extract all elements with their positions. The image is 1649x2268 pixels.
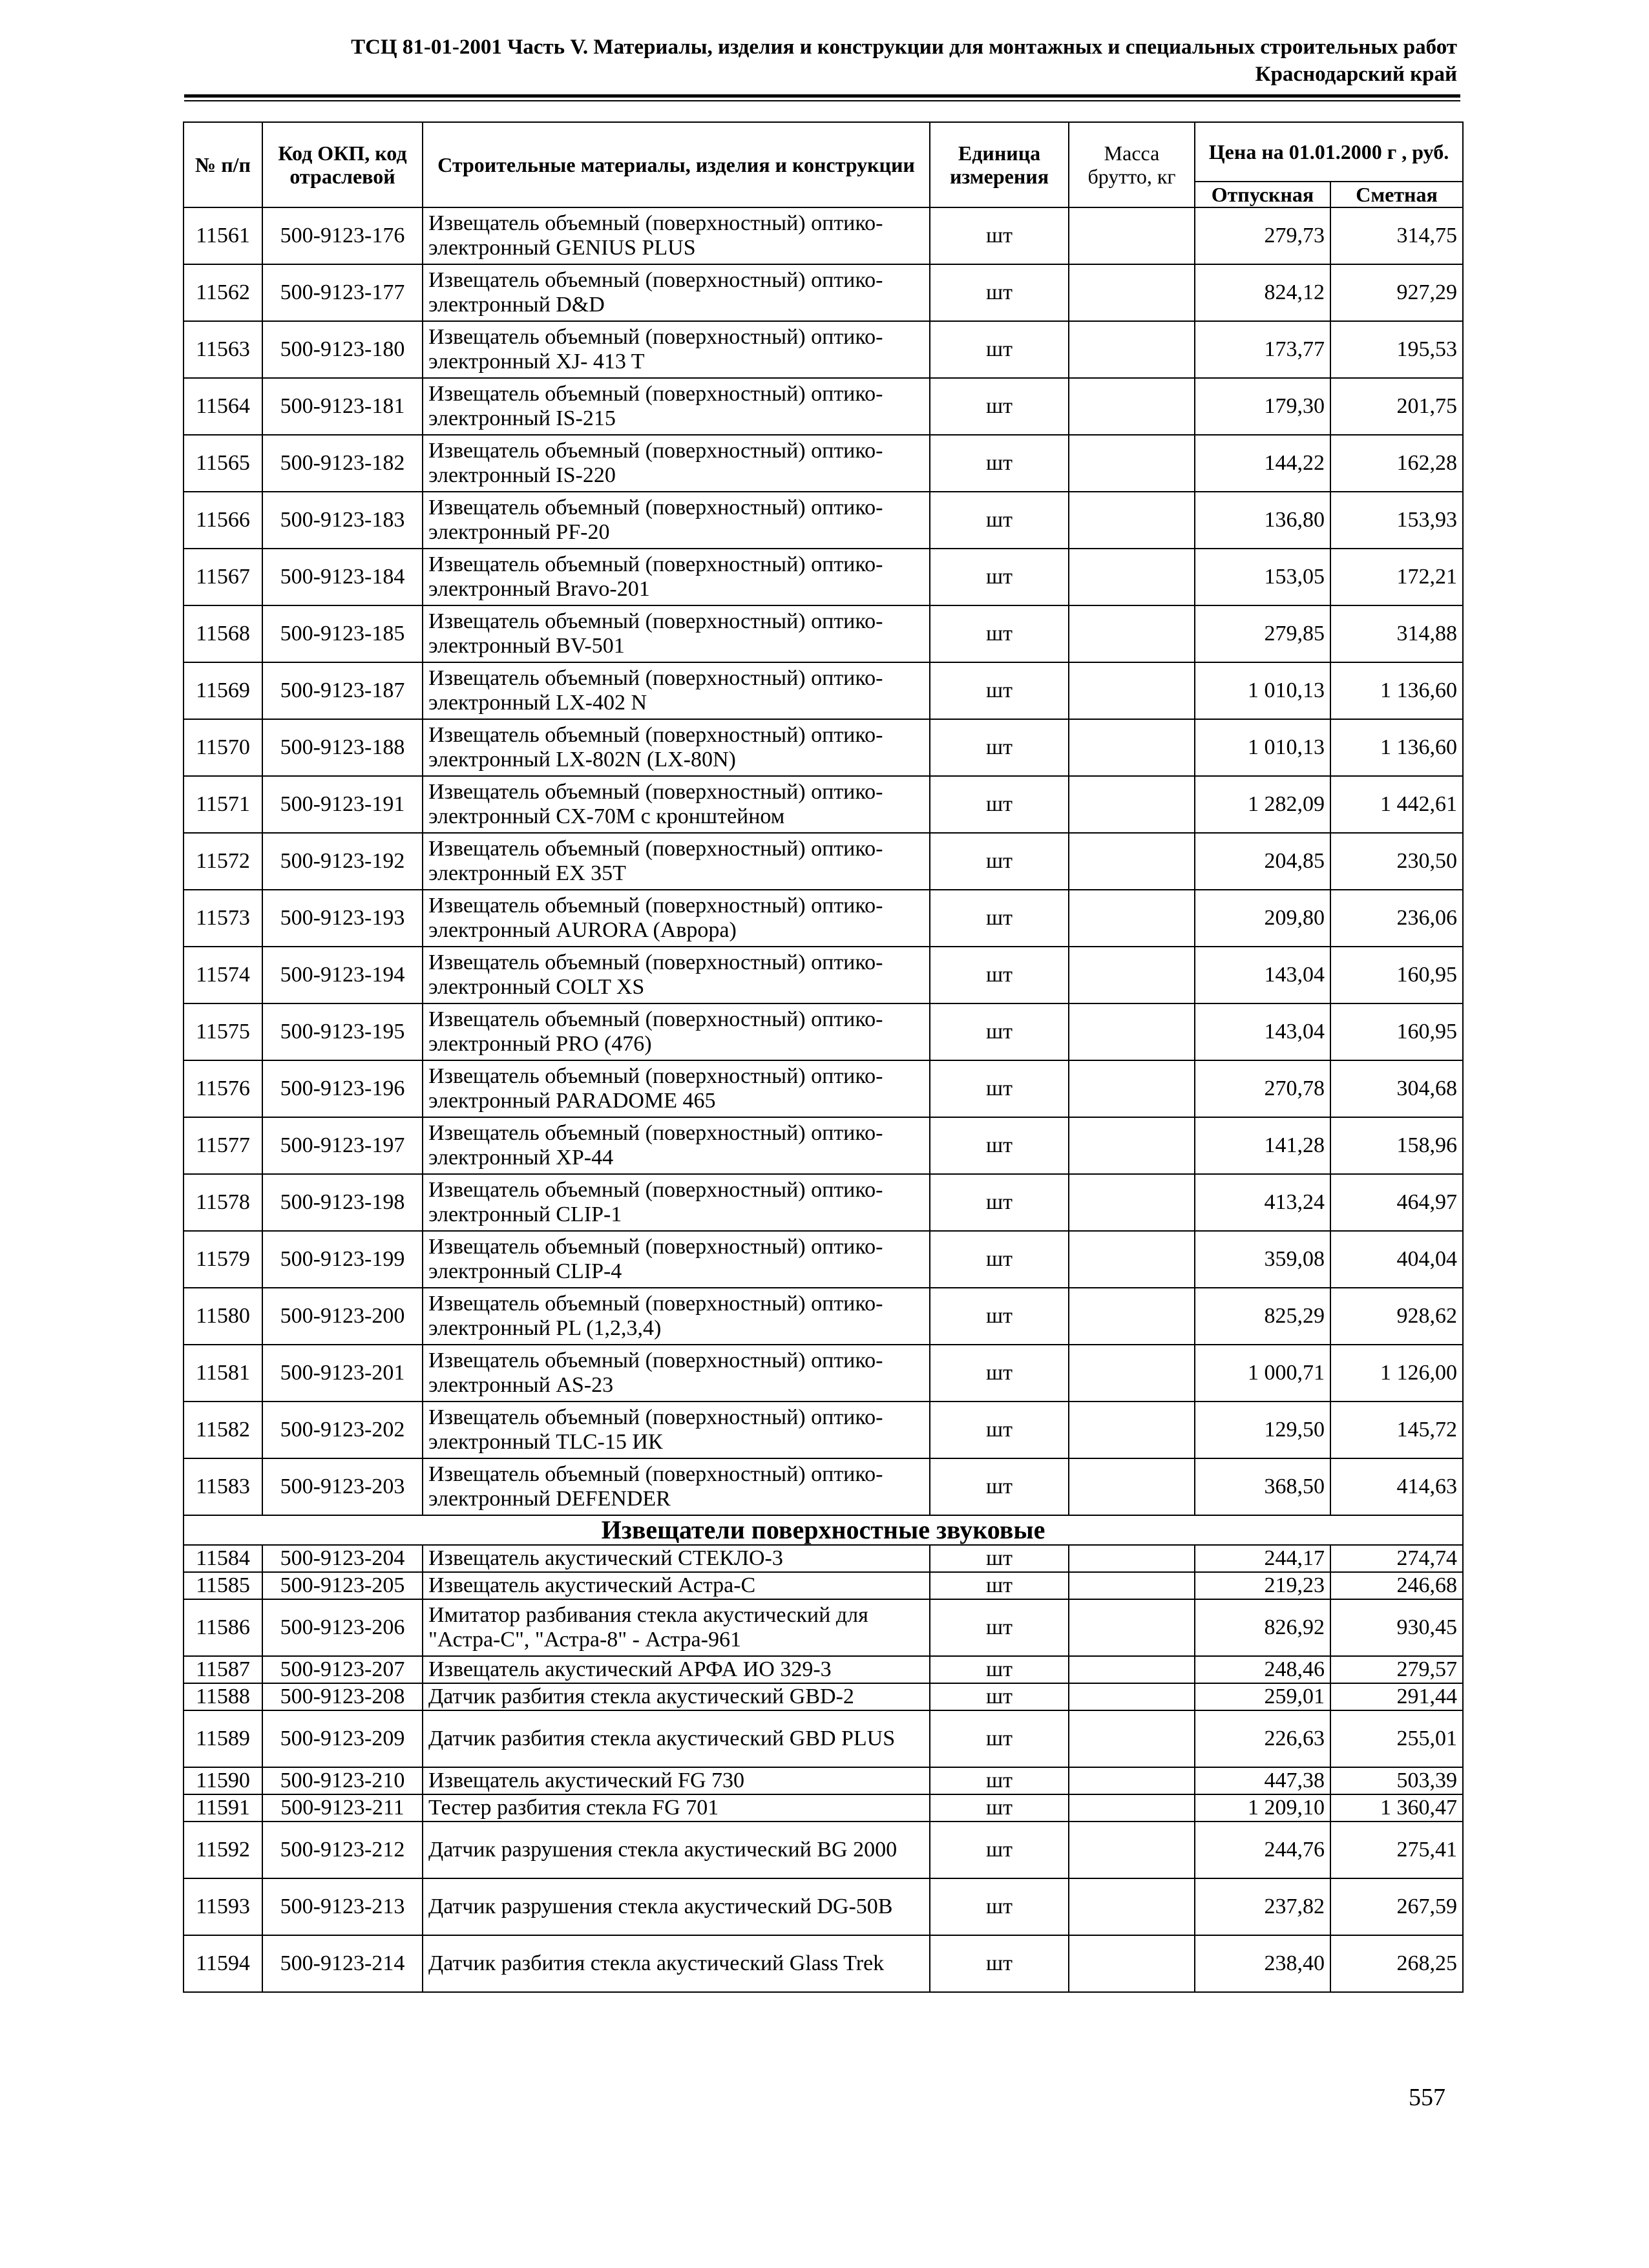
row-unit: шт	[930, 1794, 1069, 1822]
row-mass	[1069, 1545, 1195, 1572]
row-mass	[1069, 378, 1195, 435]
row-mass	[1069, 207, 1195, 264]
row-code: 500-9123-212	[262, 1822, 423, 1878]
row-code: 500-9123-207	[262, 1656, 423, 1683]
row-price-release: 173,77	[1195, 321, 1330, 378]
row-unit: шт	[930, 605, 1069, 662]
row-number: 11570	[184, 719, 262, 776]
row-price-release: 826,92	[1195, 1599, 1330, 1656]
row-code: 500-9123-184	[262, 549, 423, 605]
row-price-release: 825,29	[1195, 1288, 1330, 1345]
row-code: 500-9123-210	[262, 1767, 423, 1794]
row-code: 500-9123-194	[262, 947, 423, 1003]
document-region: Краснодарский край	[1255, 63, 1457, 86]
row-code: 500-9123-198	[262, 1174, 423, 1231]
row-price-estimate: 268,25	[1330, 1935, 1463, 1992]
row-price-release: 279,73	[1195, 207, 1330, 264]
row-name: Извещатель объемный (поверхностный) оптико-электронный D&D	[423, 264, 930, 321]
table-row	[184, 207, 1463, 264]
row-price-estimate: 160,95	[1330, 1003, 1463, 1060]
row-unit: шт	[930, 662, 1069, 719]
row-name: Извещатель объемный (поверхностный) оптико-электронный GENIUS PLUS	[423, 207, 930, 264]
document-title: ТСЦ 81-01-2001 Часть V. Материалы, изделия и конструкции для монтажных и специальных строительных работ	[351, 36, 1457, 59]
row-mass	[1069, 1767, 1195, 1794]
row-name: Извещатель объемный (поверхностный) оптико-электронный DEFENDER	[423, 1458, 930, 1515]
table-row	[184, 1656, 1463, 1683]
row-code: 500-9123-206	[262, 1599, 423, 1656]
row-price-estimate: 927,29	[1330, 264, 1463, 321]
row-unit: шт	[930, 492, 1069, 549]
row-price-estimate: 414,63	[1330, 1458, 1463, 1515]
row-name: Извещатель объемный (поверхностный) оптико-электронный BV-501	[423, 605, 930, 662]
row-name: Извещатель объемный (поверхностный) оптико-электронный EX 35T	[423, 833, 930, 890]
table-row	[184, 1060, 1463, 1117]
row-price-release: 144,22	[1195, 435, 1330, 492]
table-row	[184, 1345, 1463, 1402]
row-code: 500-9123-209	[262, 1710, 423, 1767]
row-code: 500-9123-193	[262, 890, 423, 947]
row-price-estimate: 274,74	[1330, 1545, 1463, 1572]
row-price-estimate: 153,93	[1330, 492, 1463, 549]
row-number: 11587	[184, 1656, 262, 1683]
row-price-release: 447,38	[1195, 1767, 1330, 1794]
table-row	[184, 605, 1463, 662]
col-header-unit: Единица измерения	[930, 122, 1069, 207]
document-header	[184, 34, 1457, 88]
row-name: Извещатель объемный (поверхностный) оптико-электронный XP-44	[423, 1117, 930, 1174]
row-number: 11572	[184, 833, 262, 890]
row-price-release: 219,23	[1195, 1572, 1330, 1599]
row-code: 500-9123-202	[262, 1402, 423, 1458]
row-price-release: 259,01	[1195, 1683, 1330, 1710]
row-code: 500-9123-195	[262, 1003, 423, 1060]
row-name: Извещатель объемный (поверхностный) оптико-электронный PARADOME 465	[423, 1060, 930, 1117]
row-unit: шт	[930, 549, 1069, 605]
row-mass	[1069, 662, 1195, 719]
row-mass	[1069, 549, 1195, 605]
row-price-estimate: 404,04	[1330, 1231, 1463, 1288]
row-code: 500-9123-213	[262, 1878, 423, 1935]
row-code: 500-9123-182	[262, 435, 423, 492]
row-price-estimate: 246,68	[1330, 1572, 1463, 1599]
row-code: 500-9123-197	[262, 1117, 423, 1174]
row-number: 11582	[184, 1402, 262, 1458]
row-unit: шт	[930, 1345, 1069, 1402]
row-price-release: 209,80	[1195, 890, 1330, 947]
table-row	[184, 492, 1463, 549]
table-row	[184, 1572, 1463, 1599]
row-unit: шт	[930, 1231, 1069, 1288]
table-row	[184, 662, 1463, 719]
row-price-release: 1 010,13	[1195, 719, 1330, 776]
row-name: Извещатель объемный (поверхностный) оптико-электронный TLC-15 ИК	[423, 1402, 930, 1458]
row-price-estimate: 1 126,00	[1330, 1345, 1463, 1402]
row-price-release: 248,46	[1195, 1656, 1330, 1683]
row-unit: шт	[930, 1545, 1069, 1572]
row-number: 11591	[184, 1794, 262, 1822]
row-code: 500-9123-204	[262, 1545, 423, 1572]
row-number: 11580	[184, 1288, 262, 1345]
table-row	[184, 1545, 1463, 1572]
row-mass	[1069, 1117, 1195, 1174]
table-row	[184, 435, 1463, 492]
row-code: 500-9123-177	[262, 264, 423, 321]
table-row	[184, 264, 1463, 321]
row-name: Извещатель объемный (поверхностный) оптико-электронный IS-215	[423, 378, 930, 435]
row-number: 11566	[184, 492, 262, 549]
row-price-release: 1 209,10	[1195, 1794, 1330, 1822]
row-price-estimate: 279,57	[1330, 1656, 1463, 1683]
table-row	[184, 833, 1463, 890]
table-row	[184, 947, 1463, 1003]
row-price-estimate: 195,53	[1330, 321, 1463, 378]
row-mass	[1069, 1402, 1195, 1458]
row-code: 500-9123-187	[262, 662, 423, 719]
row-number: 11588	[184, 1683, 262, 1710]
price-table	[183, 121, 1464, 1993]
row-price-estimate: 314,75	[1330, 207, 1463, 264]
row-price-estimate: 1 360,47	[1330, 1794, 1463, 1822]
row-code: 500-9123-196	[262, 1060, 423, 1117]
row-price-estimate: 255,01	[1330, 1710, 1463, 1767]
table-row	[184, 890, 1463, 947]
table-body-optical	[184, 207, 1463, 1515]
row-price-release: 129,50	[1195, 1402, 1330, 1458]
row-number: 11581	[184, 1345, 262, 1402]
row-name: Тестер разбития стекла FG 701	[423, 1794, 930, 1822]
row-name: Датчик разбития стекла акустический GBD PLUS	[423, 1710, 930, 1767]
table-row	[184, 1117, 1463, 1174]
row-number: 11593	[184, 1878, 262, 1935]
row-mass	[1069, 833, 1195, 890]
table-row	[184, 1402, 1463, 1458]
page-number: 557	[1409, 2084, 1445, 2111]
col-header-code: Код ОКП, код отраслевой	[262, 122, 423, 207]
row-mass	[1069, 719, 1195, 776]
row-code: 500-9123-211	[262, 1794, 423, 1822]
row-price-estimate: 160,95	[1330, 947, 1463, 1003]
row-mass	[1069, 1822, 1195, 1878]
row-price-estimate: 1 442,61	[1330, 776, 1463, 833]
table-row	[184, 321, 1463, 378]
row-code: 500-9123-205	[262, 1572, 423, 1599]
col-header-price: Цена на 01.01.2000 г , руб.	[1195, 122, 1463, 182]
row-price-estimate: 158,96	[1330, 1117, 1463, 1174]
row-number: 11568	[184, 605, 262, 662]
row-price-estimate: 267,59	[1330, 1878, 1463, 1935]
row-name: Извещатель объемный (поверхностный) оптико-электронный CLIP-4	[423, 1231, 930, 1288]
table-row	[184, 1710, 1463, 1767]
table-row	[184, 1458, 1463, 1515]
col-header-name: Строительные материалы, изделия и конструкции	[423, 122, 930, 207]
table-row	[184, 1794, 1463, 1822]
row-price-release: 359,08	[1195, 1231, 1330, 1288]
row-price-release: 270,78	[1195, 1060, 1330, 1117]
row-number: 11592	[184, 1822, 262, 1878]
row-mass	[1069, 1003, 1195, 1060]
row-price-release: 238,40	[1195, 1935, 1330, 1992]
row-number: 11563	[184, 321, 262, 378]
row-unit: шт	[930, 1402, 1069, 1458]
row-unit: шт	[930, 1710, 1069, 1767]
header-rule	[184, 94, 1460, 98]
row-code: 500-9123-185	[262, 605, 423, 662]
row-mass	[1069, 890, 1195, 947]
row-number: 11575	[184, 1003, 262, 1060]
table-row	[184, 378, 1463, 435]
row-number: 11585	[184, 1572, 262, 1599]
row-code: 500-9123-200	[262, 1288, 423, 1345]
row-number: 11578	[184, 1174, 262, 1231]
row-price-release: 368,50	[1195, 1458, 1330, 1515]
row-unit: шт	[930, 1003, 1069, 1060]
row-number: 11565	[184, 435, 262, 492]
row-price-release: 244,76	[1195, 1822, 1330, 1878]
table-row	[184, 1231, 1463, 1288]
row-unit: шт	[930, 1458, 1069, 1515]
row-price-release: 143,04	[1195, 947, 1330, 1003]
row-mass	[1069, 435, 1195, 492]
row-name: Извещатель объемный (поверхностный) оптико-электронный PF-20	[423, 492, 930, 549]
row-mass	[1069, 321, 1195, 378]
row-number: 11579	[184, 1231, 262, 1288]
row-mass	[1069, 1878, 1195, 1935]
row-price-estimate: 1 136,60	[1330, 719, 1463, 776]
row-mass	[1069, 1683, 1195, 1710]
table-row	[184, 1599, 1463, 1656]
row-name: Извещатель объемный (поверхностный) оптико-электронный IS-220	[423, 435, 930, 492]
row-unit: шт	[930, 1767, 1069, 1794]
row-mass	[1069, 492, 1195, 549]
table-row	[184, 1288, 1463, 1345]
row-price-release: 136,80	[1195, 492, 1330, 549]
row-mass	[1069, 605, 1195, 662]
header-rule-thin	[184, 100, 1460, 101]
table-body-acoustic	[184, 1545, 1463, 1992]
row-mass	[1069, 1935, 1195, 1992]
row-unit: шт	[930, 1656, 1069, 1683]
row-code: 500-9123-203	[262, 1458, 423, 1515]
row-number: 11567	[184, 549, 262, 605]
row-price-release: 179,30	[1195, 378, 1330, 435]
row-unit: шт	[930, 264, 1069, 321]
col-header-estimate: Сметная	[1330, 182, 1463, 207]
row-code: 500-9123-199	[262, 1231, 423, 1288]
row-number: 11589	[184, 1710, 262, 1767]
row-name: Извещатель объемный (поверхностный) оптико-электронный PRO (476)	[423, 1003, 930, 1060]
row-mass	[1069, 1794, 1195, 1822]
section-header	[184, 1515, 1463, 1545]
row-name: Извещатель акустический АРФА ИО 329-3	[423, 1656, 930, 1683]
row-name: Извещатель объемный (поверхностный) оптико-электронный CLIP-1	[423, 1174, 930, 1231]
table-row	[184, 1878, 1463, 1935]
row-mass	[1069, 1458, 1195, 1515]
row-name: Датчик разбития стекла акустический GBD-2	[423, 1683, 930, 1710]
row-unit: шт	[930, 1822, 1069, 1878]
row-name: Извещатель объемный (поверхностный) оптико-электронный LX-402 N	[423, 662, 930, 719]
row-price-estimate: 230,50	[1330, 833, 1463, 890]
row-name: Извещатель объемный (поверхностный) оптико-электронный PL (1,2,3,4)	[423, 1288, 930, 1345]
row-mass	[1069, 1656, 1195, 1683]
row-price-estimate: 928,62	[1330, 1288, 1463, 1345]
row-name: Датчик разрушения стекла акустический DG-50B	[423, 1878, 930, 1935]
row-name: Извещатель акустический Астра-С	[423, 1572, 930, 1599]
row-price-release: 824,12	[1195, 264, 1330, 321]
table-row	[184, 1683, 1463, 1710]
row-unit: шт	[930, 1683, 1069, 1710]
row-price-estimate: 503,39	[1330, 1767, 1463, 1794]
row-price-estimate: 172,21	[1330, 549, 1463, 605]
row-mass	[1069, 776, 1195, 833]
row-code: 500-9123-214	[262, 1935, 423, 1992]
row-price-release: 279,85	[1195, 605, 1330, 662]
row-code: 500-9123-188	[262, 719, 423, 776]
row-mass	[1069, 1599, 1195, 1656]
row-price-release: 141,28	[1195, 1117, 1330, 1174]
row-price-release: 237,82	[1195, 1878, 1330, 1935]
row-name: Извещатель объемный (поверхностный) оптико-электронный LX-802N (LX-80N)	[423, 719, 930, 776]
table-row	[184, 1174, 1463, 1231]
row-unit: шт	[930, 1572, 1069, 1599]
row-unit: шт	[930, 947, 1069, 1003]
col-header-mass: Масса брутто, кг	[1069, 122, 1195, 207]
row-unit: шт	[930, 321, 1069, 378]
row-code: 500-9123-183	[262, 492, 423, 549]
row-unit: шт	[930, 1878, 1069, 1935]
row-number: 11594	[184, 1935, 262, 1992]
row-number: 11574	[184, 947, 262, 1003]
row-price-estimate: 236,06	[1330, 890, 1463, 947]
row-mass	[1069, 1345, 1195, 1402]
row-mass	[1069, 1231, 1195, 1288]
table-row	[184, 549, 1463, 605]
row-price-release: 1 282,09	[1195, 776, 1330, 833]
row-unit: шт	[930, 719, 1069, 776]
row-number: 11577	[184, 1117, 262, 1174]
row-number: 11569	[184, 662, 262, 719]
row-mass	[1069, 264, 1195, 321]
table-row	[184, 776, 1463, 833]
row-name: Датчик разбития стекла акустический Glass Trek	[423, 1935, 930, 1992]
row-price-release: 153,05	[1195, 549, 1330, 605]
row-number: 11562	[184, 264, 262, 321]
row-price-release: 413,24	[1195, 1174, 1330, 1231]
row-number: 11571	[184, 776, 262, 833]
row-unit: шт	[930, 1117, 1069, 1174]
row-price-estimate: 314,88	[1330, 605, 1463, 662]
row-code: 500-9123-201	[262, 1345, 423, 1402]
row-code: 500-9123-208	[262, 1683, 423, 1710]
row-mass	[1069, 1288, 1195, 1345]
row-number: 11590	[184, 1767, 262, 1794]
row-unit: шт	[930, 1060, 1069, 1117]
row-price-estimate: 1 136,60	[1330, 662, 1463, 719]
row-unit: шт	[930, 833, 1069, 890]
row-mass	[1069, 1572, 1195, 1599]
row-number: 11573	[184, 890, 262, 947]
table-row	[184, 1003, 1463, 1060]
row-unit: шт	[930, 435, 1069, 492]
row-code: 500-9123-180	[262, 321, 423, 378]
row-unit: шт	[930, 378, 1069, 435]
row-unit: шт	[930, 207, 1069, 264]
row-number: 11564	[184, 378, 262, 435]
row-price-release: 204,85	[1195, 833, 1330, 890]
row-name: Извещатель акустический СТЕКЛО-3	[423, 1545, 930, 1572]
row-price-estimate: 291,44	[1330, 1683, 1463, 1710]
row-name: Датчик разрушения стекла акустический BG 2000	[423, 1822, 930, 1878]
table-row	[184, 1935, 1463, 1992]
row-name: Извещатель объемный (поверхностный) оптико-электронный AURORA (Аврора)	[423, 890, 930, 947]
row-unit: шт	[930, 776, 1069, 833]
row-mass	[1069, 1174, 1195, 1231]
row-unit: шт	[930, 1599, 1069, 1656]
row-price-estimate: 145,72	[1330, 1402, 1463, 1458]
row-name: Извещатель объемный (поверхностный) оптико-электронный Bravo-201	[423, 549, 930, 605]
row-price-estimate: 162,28	[1330, 435, 1463, 492]
table-row	[184, 719, 1463, 776]
row-price-estimate: 304,68	[1330, 1060, 1463, 1117]
row-price-release: 244,17	[1195, 1545, 1330, 1572]
row-code: 500-9123-191	[262, 776, 423, 833]
row-price-estimate: 275,41	[1330, 1822, 1463, 1878]
row-unit: шт	[930, 1174, 1069, 1231]
col-header-num: № п/п	[184, 122, 262, 207]
row-number: 11576	[184, 1060, 262, 1117]
row-number: 11586	[184, 1599, 262, 1656]
row-price-release: 1 000,71	[1195, 1345, 1330, 1402]
row-name: Извещатель объемный (поверхностный) оптико-электронный AS-23	[423, 1345, 930, 1402]
row-name: Извещатель объемный (поверхностный) оптико-электронный XJ- 413 T	[423, 321, 930, 378]
table-row	[184, 1822, 1463, 1878]
row-unit: шт	[930, 1935, 1069, 1992]
row-code: 500-9123-176	[262, 207, 423, 264]
section-title: Извещатели поверхностные звуковые	[184, 1515, 1463, 1545]
row-price-release: 226,63	[1195, 1710, 1330, 1767]
row-name: Извещатель объемный (поверхностный) оптико-электронный COLT XS	[423, 947, 930, 1003]
row-price-release: 1 010,13	[1195, 662, 1330, 719]
row-price-release: 143,04	[1195, 1003, 1330, 1060]
row-number: 11561	[184, 207, 262, 264]
row-number: 11584	[184, 1545, 262, 1572]
row-unit: шт	[930, 890, 1069, 947]
row-name: Извещатель акустический FG 730	[423, 1767, 930, 1794]
row-price-estimate: 464,97	[1330, 1174, 1463, 1231]
table-row	[184, 1767, 1463, 1794]
row-price-estimate: 930,45	[1330, 1599, 1463, 1656]
row-number: 11583	[184, 1458, 262, 1515]
row-code: 500-9123-192	[262, 833, 423, 890]
row-name: Извещатель объемный (поверхностный) оптико-электронный CX-70M с кронштейном	[423, 776, 930, 833]
row-mass	[1069, 1060, 1195, 1117]
row-price-estimate: 201,75	[1330, 378, 1463, 435]
row-name: Имитатор разбивания стекла акустический для "Астра-С", "Астра-8" - Астра-961	[423, 1599, 930, 1656]
row-mass	[1069, 1710, 1195, 1767]
row-code: 500-9123-181	[262, 378, 423, 435]
col-header-release: Отпускная	[1195, 182, 1330, 207]
row-unit: шт	[930, 1288, 1069, 1345]
row-mass	[1069, 947, 1195, 1003]
